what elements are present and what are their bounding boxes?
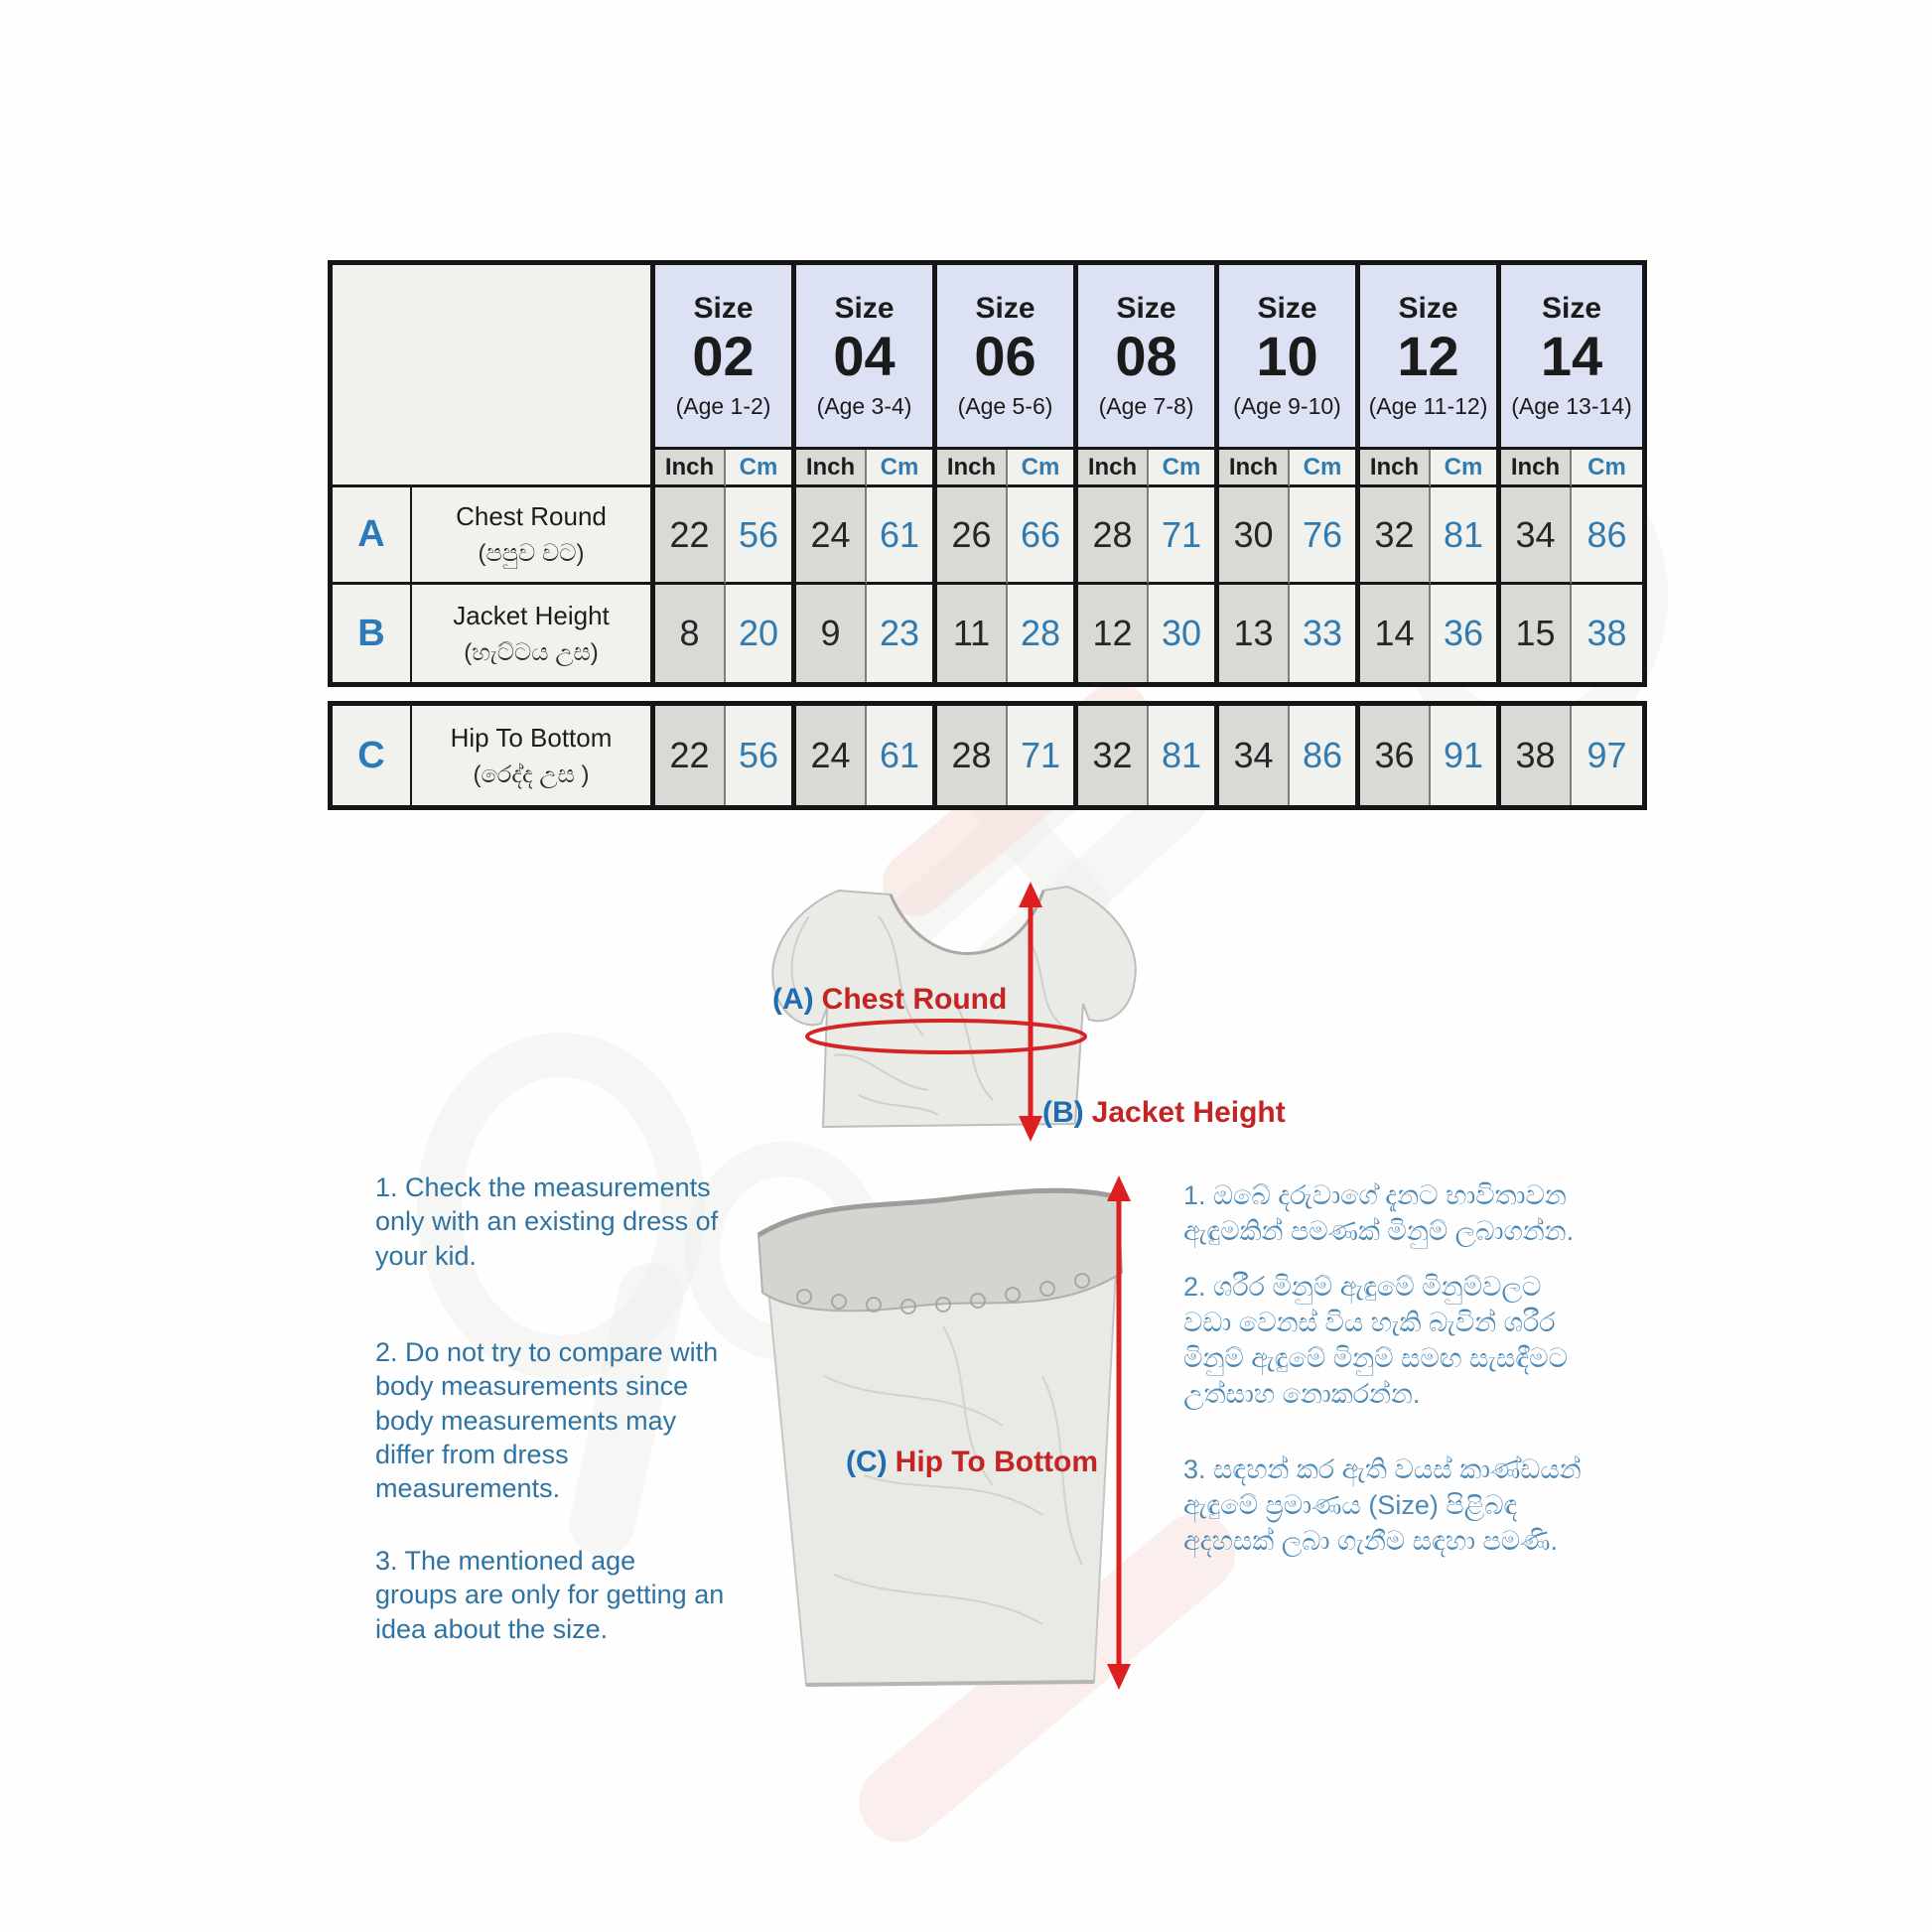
- size-08-header: [1078, 265, 1219, 450]
- cm-header: Cm: [1572, 450, 1642, 487]
- inch-value-cell: 32: [1078, 706, 1149, 805]
- skirt-illustration: [745, 1177, 1132, 1689]
- size-number: 08: [1115, 324, 1177, 387]
- inch-value-cell: 22: [655, 487, 726, 585]
- size-number: 14: [1540, 324, 1603, 387]
- note-si-3: 3. සඳහන් කර ඇති වයස් කාණ්ඩයන් ඇඳුමේ ප්‍රමාණය (Size) පිළිබඳ අදහසක් ලබා ගැනීම සඳහා පමණි.: [1183, 1454, 1582, 1556]
- cm-value-cell: 61: [867, 487, 937, 585]
- inch-value-cell: 11: [937, 585, 1008, 682]
- size-word: Size: [975, 291, 1035, 325]
- size-age: (Age 3-4): [816, 393, 912, 420]
- size-number: 12: [1397, 324, 1459, 387]
- note-si-1: 1. ඔබේ දරුවාගේ දැනට භාවිතාවන ඇඳුමකින් පමණක් මිනුම් ලබාගන්න.: [1183, 1180, 1575, 1246]
- size-age: (Age 9-10): [1233, 393, 1341, 420]
- inch-value-cell: 12: [1078, 585, 1149, 682]
- table-corner-cell: [333, 265, 655, 487]
- note-si-2: 2. ශරීර මිනුම් ඇඳුමේ මිනුම්වලට වඩා වෙනස් විය හැකි බැවින් ශරීර මිනුම් ඇඳුමේ මිනුම් සමඟ සැසඳීමට උත්සාහ නොකරන්න.: [1183, 1272, 1568, 1409]
- row-name-chest-round: [412, 487, 655, 585]
- row-name-si: (හැට්ටය උස): [464, 638, 599, 666]
- size-number: 10: [1256, 324, 1318, 387]
- note-en-3: 3. The mentioned age groups are only for getting an idea about the size.: [375, 1546, 725, 1644]
- inch-value-cell: 36: [1360, 706, 1431, 805]
- size-chart-table-row-c: [328, 701, 1647, 810]
- size-word: Size: [1541, 291, 1602, 325]
- inch-value-cell: 28: [1078, 487, 1149, 585]
- label-c-prefix: (C): [846, 1446, 888, 1478]
- inch-value-cell: 24: [796, 487, 867, 585]
- size-age: (Age 7-8): [1098, 393, 1194, 420]
- size-word: Size: [1116, 291, 1176, 325]
- size-word: Size: [1398, 291, 1458, 325]
- inch-value-cell: 30: [1219, 487, 1290, 585]
- cm-header: Cm: [1431, 450, 1501, 487]
- row-name-si: (පපුව වට): [478, 540, 585, 567]
- inch-header: Inch: [1360, 450, 1431, 487]
- cm-value-cell: 97: [1572, 706, 1642, 805]
- cm-value-cell: 91: [1431, 706, 1501, 805]
- inch-value-cell: 26: [937, 487, 1008, 585]
- size-chart-table: [328, 260, 1647, 687]
- size-number: 02: [692, 324, 755, 387]
- inch-value-cell: 9: [796, 585, 867, 682]
- note-en-1: 1. Check the measurements only with an existing dress of your kid.: [375, 1173, 719, 1271]
- row-name-en: Hip To Bottom: [450, 722, 613, 753]
- inch-header: Inch: [1219, 450, 1290, 487]
- label-jacket-height: [1042, 1096, 1286, 1130]
- size-14-header: [1501, 265, 1642, 450]
- cm-value-cell: 71: [1008, 706, 1078, 805]
- label-b-text: Jacket Height: [1091, 1096, 1286, 1129]
- inch-value-cell: 8: [655, 585, 726, 682]
- row-name-jacket-height: [412, 585, 655, 682]
- cm-value-cell: 38: [1572, 585, 1642, 682]
- inch-header: Inch: [937, 450, 1008, 487]
- size-number: 04: [833, 324, 896, 387]
- cm-value-cell: 56: [726, 487, 796, 585]
- inch-value-cell: 38: [1501, 706, 1572, 805]
- label-chest-round: [772, 983, 1007, 1017]
- size-12-header: [1360, 265, 1501, 450]
- size-word: Size: [834, 291, 895, 325]
- cm-header: Cm: [1149, 450, 1219, 487]
- size-age: (Age 5-6): [957, 393, 1053, 420]
- inch-value-cell: 28: [937, 706, 1008, 805]
- size-word: Size: [1257, 291, 1317, 325]
- cm-value-cell: 23: [867, 585, 937, 682]
- inch-value-cell: 24: [796, 706, 867, 805]
- inch-value-cell: 32: [1360, 487, 1431, 585]
- note-en-2: 2. Do not try to compare with body measurements since body measurements may differ from dress measurements.: [375, 1337, 719, 1504]
- row-letter-a: A: [333, 487, 412, 585]
- cm-value-cell: 86: [1290, 706, 1360, 805]
- row-letter-c: C: [333, 706, 412, 805]
- cm-header: Cm: [1008, 450, 1078, 487]
- size-04-header: [796, 265, 937, 450]
- size-number: 06: [974, 324, 1036, 387]
- label-b-prefix: (B): [1042, 1096, 1084, 1129]
- cm-value-cell: 30: [1149, 585, 1219, 682]
- label-a-text: Chest Round: [821, 983, 1008, 1016]
- inch-value-cell: 34: [1219, 706, 1290, 805]
- inch-value-cell: 15: [1501, 585, 1572, 682]
- inch-value-cell: 14: [1360, 585, 1431, 682]
- size-02-header: [655, 265, 796, 450]
- cm-value-cell: 81: [1149, 706, 1219, 805]
- cm-value-cell: 86: [1572, 487, 1642, 585]
- row-name-hip-to-bottom: [412, 706, 655, 805]
- size-06-header: [937, 265, 1078, 450]
- label-a-prefix: (A): [772, 983, 814, 1016]
- inch-header: Inch: [1501, 450, 1572, 487]
- row-name-si: (රෙද්ද උස ): [473, 760, 590, 788]
- inch-value-cell: 22: [655, 706, 726, 805]
- cm-value-cell: 71: [1149, 487, 1219, 585]
- cm-header: Cm: [867, 450, 937, 487]
- size-word: Size: [693, 291, 754, 325]
- cm-value-cell: 56: [726, 706, 796, 805]
- size-age: (Age 1-2): [675, 393, 771, 420]
- row-name-en: Chest Round: [456, 501, 607, 531]
- inch-value-cell: 13: [1219, 585, 1290, 682]
- cm-header: Cm: [726, 450, 796, 487]
- size-age: (Age 11-12): [1368, 393, 1488, 420]
- inch-header: Inch: [1078, 450, 1149, 487]
- size-10-header: [1219, 265, 1360, 450]
- label-c-text: Hip To Bottom: [895, 1446, 1099, 1478]
- cm-value-cell: 33: [1290, 585, 1360, 682]
- cm-value-cell: 28: [1008, 585, 1078, 682]
- inch-header: Inch: [796, 450, 867, 487]
- cm-value-cell: 20: [726, 585, 796, 682]
- row-name-en: Jacket Height: [453, 600, 610, 630]
- cm-header: Cm: [1290, 450, 1360, 487]
- cm-value-cell: 66: [1008, 487, 1078, 585]
- size-age: (Age 13-14): [1511, 393, 1632, 420]
- inch-header: Inch: [655, 450, 726, 487]
- inch-value-cell: 34: [1501, 487, 1572, 585]
- label-hip-to-bottom: [846, 1446, 1098, 1479]
- cm-value-cell: 76: [1290, 487, 1360, 585]
- row-letter-b: B: [333, 585, 412, 682]
- cm-value-cell: 81: [1431, 487, 1501, 585]
- cm-value-cell: 61: [867, 706, 937, 805]
- cm-value-cell: 36: [1431, 585, 1501, 682]
